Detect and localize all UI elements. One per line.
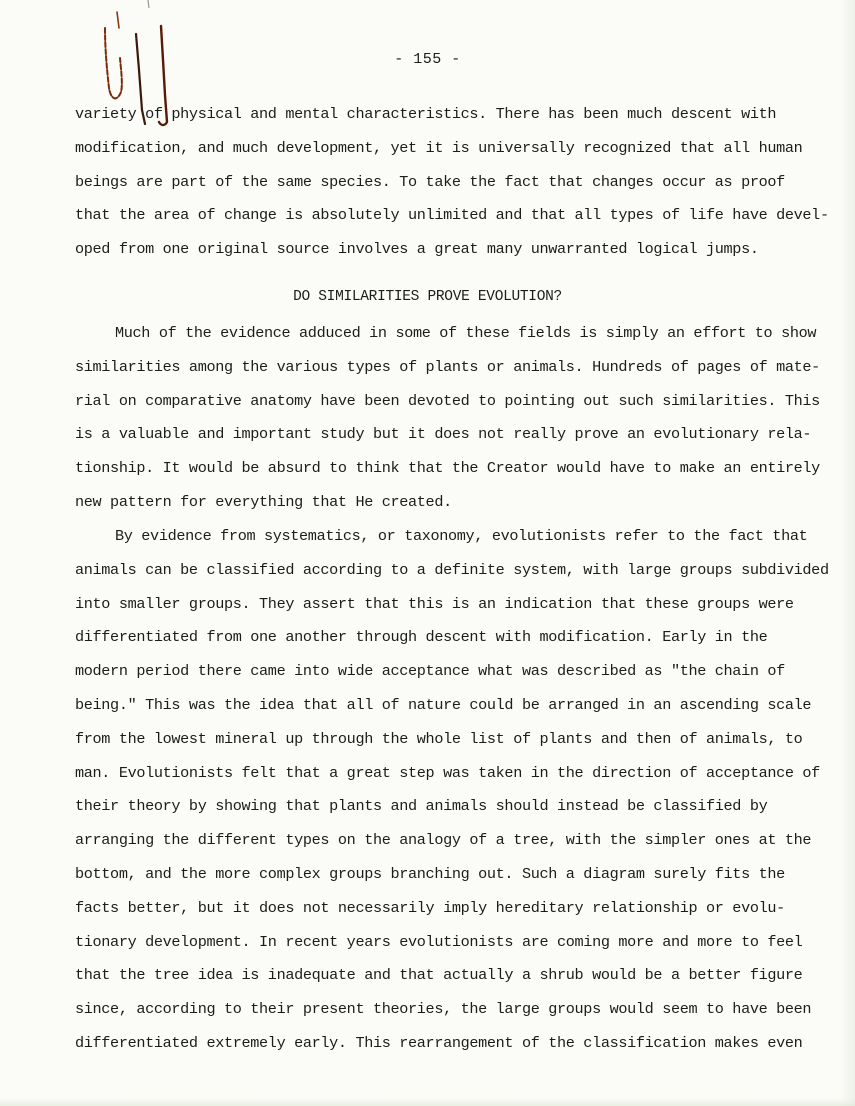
text-line: that the tree idea is inadequate and that actually a shrub would be a better figure	[75, 966, 803, 985]
paragraph-systematics	[75, 520, 829, 1061]
text-line: tionary development. In recent years evolutionists are coming more and more to feel	[75, 932, 803, 951]
text-line: that the area of change is absolutely unlimited and that all types of life have devel-	[75, 206, 829, 225]
text-line: facts better, but it does not necessarily imply hereditary relationship or evolu-	[75, 898, 785, 917]
paragraph-continued	[75, 98, 829, 267]
text-line: differentiated extremely early. This rearrangement of the classification makes even	[75, 1033, 803, 1052]
text-line: oped from one original source involves a great many unwarranted logical jumps.	[75, 240, 759, 259]
text-line: since, according to their present theories, the large groups would seem to have been	[75, 1000, 812, 1019]
text-line: arranging the different types on the analogy of a tree, with the simpler ones at the	[75, 831, 812, 850]
text-line: differentiated from one another through descent with modification. Early in the	[75, 628, 768, 647]
text-line: Much of the evidence adduced in some of these fields is simply an effort to show	[115, 324, 817, 342]
text-line: modification, and much development, yet it is universally recognized that all human	[75, 138, 803, 157]
paper-edge-shading	[841, 0, 855, 1106]
page-number: - 155 -	[394, 51, 461, 68]
text-line: their theory by showing that plants and animals should instead be classified by	[75, 797, 768, 816]
text-line: tionship. It would be absurd to think that the Creator would have to make an entirely	[75, 459, 820, 478]
section-heading: DO SIMILARITIES PROVE EVOLUTION?	[293, 289, 562, 305]
text-line: By evidence from systematics, or taxonomy, evolutionists refer to the fact that	[115, 527, 808, 545]
text-line: man. Evolutionists felt that a great step was taken in the direction of acceptance of	[75, 763, 820, 782]
text-line: new pattern for everything that He created.	[75, 492, 452, 511]
text-line: into smaller groups. They assert that this is an indication that these groups were	[75, 594, 794, 613]
text-line: variety of physical and mental characteristics. There has been much descent with	[75, 105, 777, 123]
text-line: is a valuable and important study but it does not really prove an evolutionary rela-	[75, 425, 812, 444]
text-line: similarities among the various types of plants or animals. Hundreds of pages of mate-	[75, 357, 820, 376]
text-line: animals can be classified according to a definite system, with large groups subdivided	[75, 560, 829, 579]
paper-stain	[0, 1098, 855, 1106]
text-line: rial on comparative anatomy have been devoted to pointing out such similarities. This	[75, 391, 820, 410]
text-line: bottom, and the more complex groups branching out. Such a diagram surely fits the	[75, 864, 785, 883]
text-line: from the lowest mineral up through the whole list of plants and then of animals, to	[75, 729, 803, 748]
text-line: beings are part of the same species. To take the fact that changes occur as proof	[75, 172, 785, 191]
text-line: modern period there came into wide acceptance what was described as "the chain of	[75, 662, 785, 681]
text-line: being." This was the idea that all of nature could be arranged in an ascending scale	[75, 695, 812, 714]
paragraph-similarities	[75, 317, 820, 520]
